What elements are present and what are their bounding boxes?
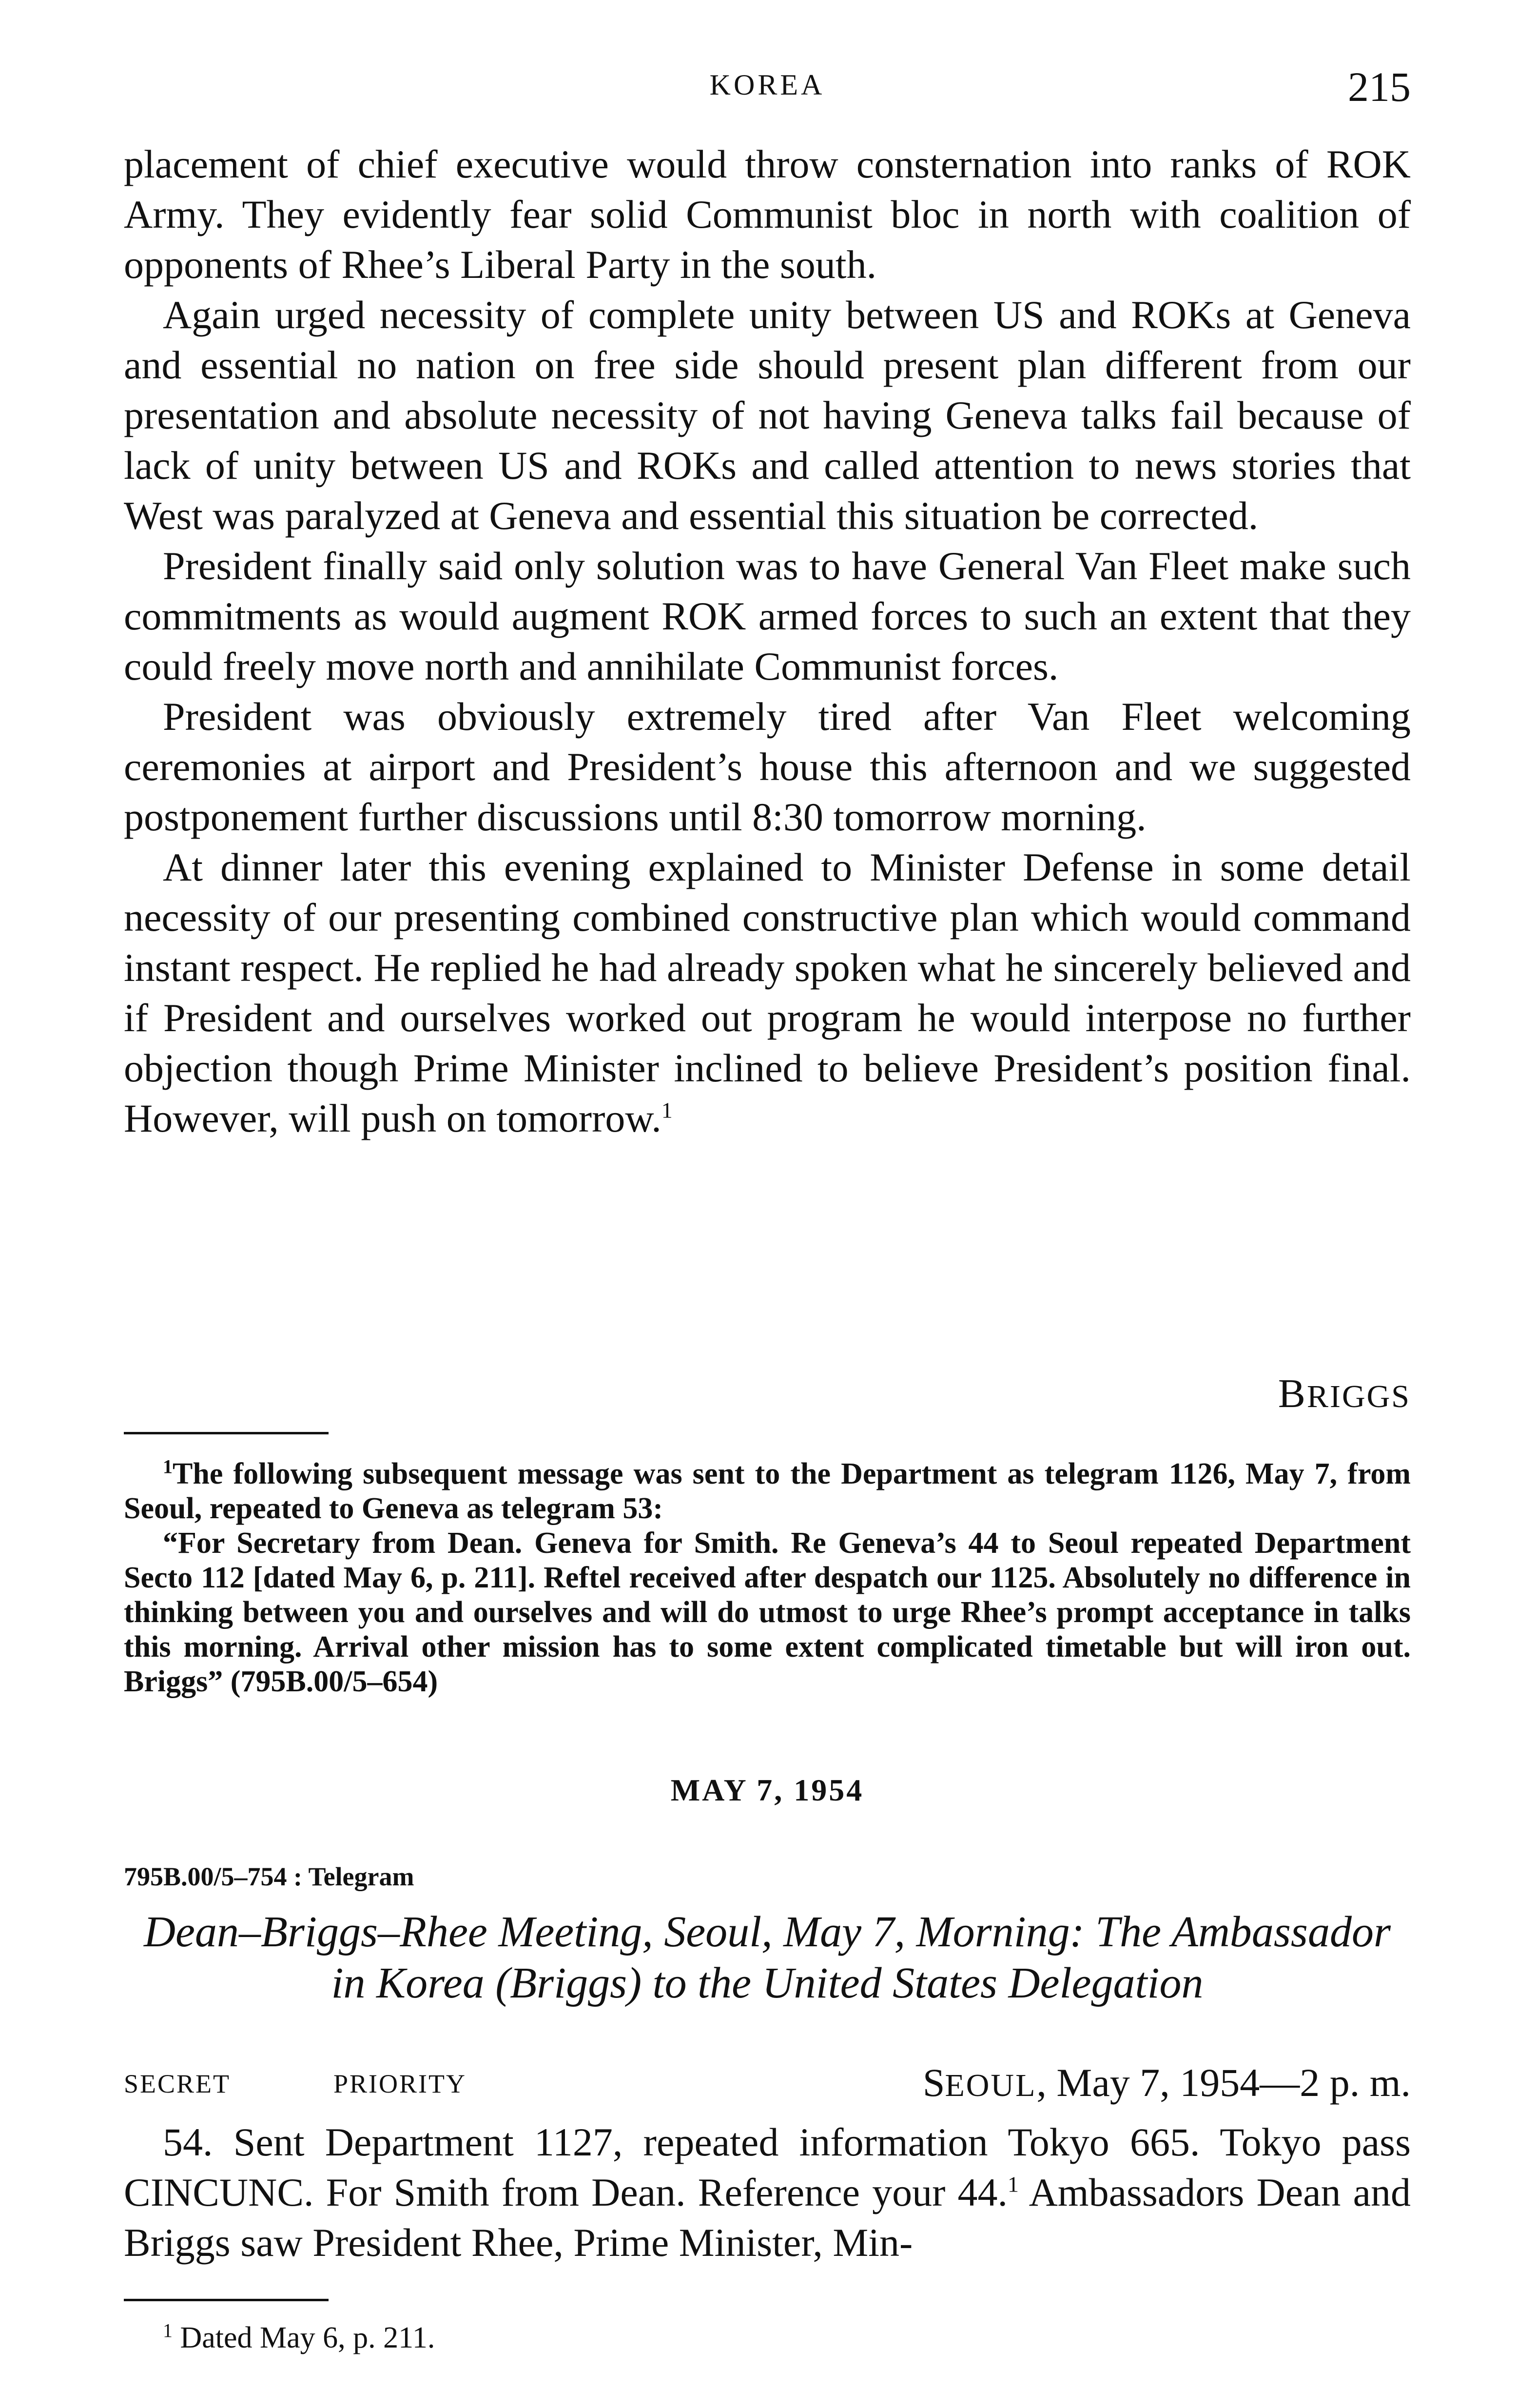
classification-line [124,2060,1411,2109]
classification-secret: SECRET [124,2069,231,2098]
paragraph-3: President finally said only solution was to have General Van Fleet make such commitments as would augment ROK armed forces to such an extent that they could freely move north and annihilate Communist forces. [124,544,1411,688]
body-text [124,139,1411,1143]
page-number: 215 [1348,63,1411,110]
telegram-footnote-reference: 1 [1008,2172,1019,2197]
telegram-body [124,2117,1411,2268]
footnote-2-marker: 1 [163,2319,173,2342]
footnote-1-intro [124,1457,1411,1526]
paragraph-5 [124,842,1411,1143]
document-title: Dean–Briggs–Rhee Meeting, Seoul, May 7, Morning: The Ambassador in Korea (Briggs) to the United States Delegation [144,1908,1391,2007]
running-header [124,62,1411,116]
signature-rest: RIGGS [1306,1379,1411,1414]
running-title: KOREA [709,69,825,101]
dateline-date: , May 7, 1954—2 p. m. [1036,2060,1411,2105]
date-heading: MAY 7, 1954 [670,1773,864,1807]
paragraph-1: placement of chief executive would throw consternation into ranks of ROK Army. They evidently fear solid Communist bloc in north with coalition of opponents of Rhee’s Liberal Party in the south. [124,142,1411,287]
paragraph-4: President was obviously extremely tired after Van Fleet welcoming ceremonies at airport and President’s house this afternoon and we suggested postponement further discussions until 8:30 tomorrow morning. [124,694,1411,839]
footnote-reference: 1 [661,1097,673,1123]
dateline-place-rest: EOUL [945,2068,1037,2103]
signature-briggs [1278,1370,1411,1417]
footnote-1 [124,1457,1411,1699]
telegram-text: 54. Sent Department 1127, repeated information Tokyo 665. Tokyo pass CINCUNC. For Smith from Dean. Reference your 44. [124,2120,1411,2214]
telegram-text-continued: Ambassadors Dean and Briggs saw President Rhee, Prime Minister, Min- [124,2170,1411,2265]
paragraph-5-text: At dinner later this evening explained to Minister Defense in some detail necessity of our presenting combined constructive plan which would command instant respect. He replied he had already spoken what he sincerely believed and if President and ourselves worked out program he would interpose no further objection though Prime Minister inclined to believe President’s position final. However, will push on tomorrow. [124,845,1411,1140]
footnote-1-marker: 1 [163,1455,173,1478]
classification-priority: PRIORITY [333,2069,467,2098]
footnote-divider-2 [124,2299,329,2301]
paragraph-2: Again urged necessity of complete unity between US and ROKs at Geneva and essential no nation on free side should present plan different from our presentation and absolute necessity of not having Geneva talks fail because of lack of unity between US and ROKs and called attention to news stories that West was paralyzed at Geneva and essential this situation be corrected. [124,293,1411,538]
file-number: 795B.00/5–754 : Telegram [124,1862,414,1891]
footnote-2 [163,2321,435,2355]
footnote-2-text: Dated May 6, p. 211. [180,2321,435,2354]
footnote-divider [124,1432,329,1434]
dateline-place-initial: S [922,2060,945,2105]
telegram-paragraph [124,2117,1411,2268]
footnote-1-quote: “For Secretary from Dean. Geneva for Smith. Re Geneva’s 44 to Seoul repeated Department Secto 112 [dated May 6, p. 211]. Reftel received after despatch our 1125. Absolutely no difference in thinking between you and ourselves and will do utmost to urge Rhee’s prompt acceptance in talks this morning. Arrival other mission has to some extent complicated timetable but will iron out. Briggs” (795B.00/5–654) [124,1527,1411,1698]
signature-initial: B [1278,1371,1307,1416]
footnote-1-text: The following subsequent message was sent to the Department as telegram 1126, May 7, from Seoul, repeated to Geneva as telegram 53: [124,1457,1411,1525]
dateline [923,2060,1411,2106]
